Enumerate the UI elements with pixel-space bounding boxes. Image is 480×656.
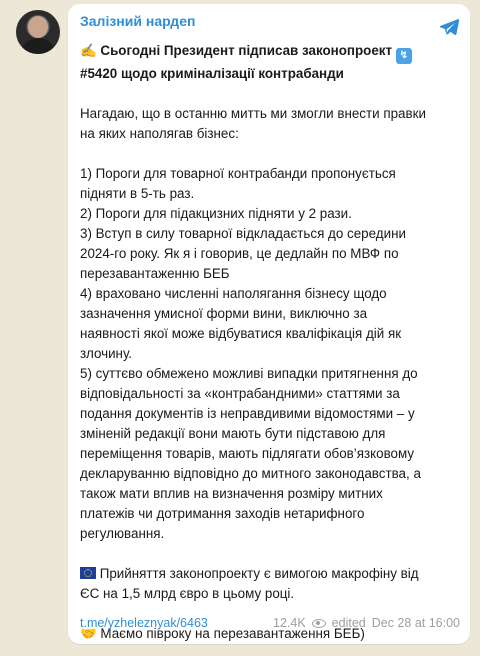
eu-flag-icon bbox=[80, 567, 96, 579]
points-list: 1) Пороги для товарної контрабанди пропонується підняти в 5-ть раз. 2) Пороги для підакцизних підняти у 2 рази. 3) Вступ в силу товарної відкладається до середини 2024-го року. Як я і говорив, це дедлайн по МВФ по перезавантаженню БЕБ 4) враховано численні наполягання бізнесу щодо зазначення умисної форми вини, виключно за наявності якої може відбуватися кваліфікація дій як злочину. 5) суттєво обмежено можливі випадки притягнення до відповідальності за «контрабандними» статтями за подання документів із неправдивими відомостями – у зміненій редакції вони мають бути підставою для переміщення товарів, мають підлягати обов’язковому декларуванню відповідно до митного законодавства, а також мати вплив на визначення розміру митних платежів чи дотримання заходів нетарифного регулювання. bbox=[80, 166, 421, 541]
eu-paragraph: Прийняття законопроекту є вимогою макрофіну від ЄС на 1,5 млрд євро в цьому році. bbox=[80, 566, 419, 601]
headline-part-2: #5420 щодо криміналізації контрабанди bbox=[80, 66, 344, 81]
hashtag-box-icon: ↯ bbox=[396, 48, 412, 64]
intro-paragraph: Нагадаю, що в останню митть ми змогли внести правки на яких наполягав бізнес: bbox=[80, 106, 426, 141]
avatar-shoulders bbox=[20, 38, 56, 54]
edited-label: edited bbox=[331, 616, 366, 630]
eye-icon bbox=[312, 619, 326, 628]
post-time: Dec 28 at 16:00 bbox=[371, 616, 460, 630]
headline bbox=[80, 43, 412, 81]
writing-hand-icon: ✍ bbox=[80, 43, 97, 58]
headline-part-1: Сьогодні Президент підписав законопроект bbox=[96, 43, 396, 58]
avatar-face bbox=[28, 16, 48, 38]
closing-line: Маємо півроку на перезавантаження БЕБ) bbox=[96, 626, 365, 641]
share-icon[interactable] bbox=[438, 16, 460, 38]
message-footer bbox=[80, 616, 460, 634]
message-text bbox=[80, 41, 466, 644]
handshake-icon: 🤝 bbox=[80, 626, 97, 641]
channel-avatar[interactable] bbox=[16, 10, 60, 54]
views-count: 12.4K bbox=[273, 616, 306, 630]
message-meta bbox=[273, 616, 460, 630]
post-link[interactable]: t.me/yzheleznyak/6463 bbox=[80, 616, 208, 630]
channel-name[interactable]: Залізний нардеп bbox=[80, 13, 196, 29]
message-card bbox=[68, 4, 470, 644]
